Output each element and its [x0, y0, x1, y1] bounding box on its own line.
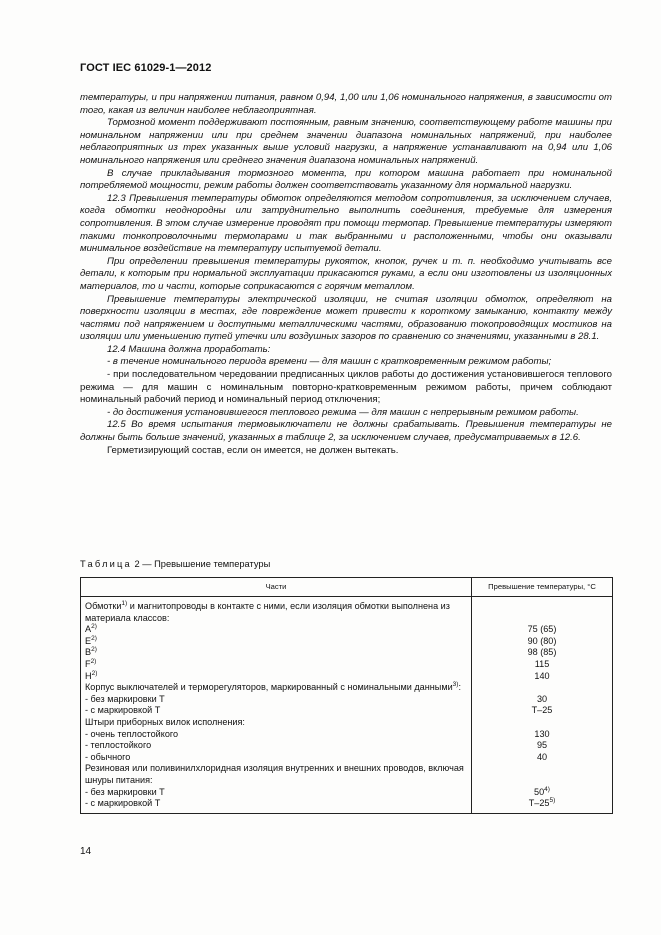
- table-cell-part: Резиновая или поливинилхлоридная изоляция внутренних и внешних проводов, включая шнуры питания:: [81, 763, 472, 786]
- table-row: [81, 671, 613, 683]
- paragraph: - при последовательном чередовании предписанных циклов работы до достижения установившегося теплового режима — для машин с номинальным повторно-кратковременным режимом работы, причем соблюдают номинальный рабочий период и номинальный период отключения;: [80, 369, 612, 406]
- table-caption: [80, 559, 270, 569]
- table-row: [81, 636, 613, 648]
- table-row: [81, 624, 613, 636]
- table-cell-value: 115: [472, 659, 613, 671]
- paragraph: Герметизирующий состав, если он имеется, не должен вытекать.: [107, 444, 399, 456]
- table-row: [81, 659, 613, 671]
- table-caption-title: — Превышение температуры: [142, 559, 271, 569]
- table-cell-part: Штыри приборных вилок исполнения:: [81, 717, 472, 729]
- table-row: [81, 763, 613, 786]
- standard-header: ГОСТ IEC 61029-1—2012: [80, 62, 212, 74]
- table-cell-part: $E^{2)}$: [81, 636, 472, 648]
- table-caption-number: 2: [134, 559, 140, 569]
- table-row: [81, 694, 613, 706]
- table-cell-value: 90 (80): [472, 636, 613, 648]
- paragraph: 12.3 Превышения температуры обмоток определяются методом сопротивления, за исключением случаев, когда обмотки неоднородны или затруднительно выполнить соединения, требуемые для измерения сопротивления. В этом случае измерение проводят при помощи термопар. Превышение температуры измеряют такими тонкопроволочными термопарами и так выбранными и расположенными, чтобы они оказывали минимальное воздействие на температуру испытуемой детали.: [80, 192, 612, 255]
- page-number: 14: [80, 846, 92, 857]
- footnote-marker: 4): [544, 785, 550, 793]
- footnote-marker: 2): [91, 669, 98, 677]
- header-parts: Части: [81, 578, 472, 597]
- table-cell-part: $B^{2)}$: [81, 647, 472, 659]
- footnote-marker: 2): [90, 657, 97, 665]
- table-cell-value: 30: [472, 694, 613, 706]
- table-cell-value: [472, 763, 613, 786]
- paragraph: 12.5 Во время испытания термовыключатели не должны срабатывать. Превышения температуры не должны быть больше значений, указанных в таблице 2, за исключением случаев, предусматриваемых в 12.6.: [80, 419, 612, 444]
- table-cell-part: - без маркировки T: [81, 694, 472, 706]
- table-row: [81, 752, 613, 764]
- paragraph: 12.4 Машина должна проработать:: [107, 343, 271, 355]
- footnote-marker: 2): [91, 623, 97, 631]
- table-cell-value: [472, 717, 613, 729]
- paragraph: При определении превышения температуры рукояток, кнопок, ручек и т. п. необходимо учитывать все детали, к которым при нормальной эксплуатации прикасаются руками, а если они изготовлены из изоляционных материалов, то и части, которые соприкасаются с горячим металлом.: [80, 255, 612, 292]
- paragraph: Превышение температуры электрической изоляции, не считая изоляции обмоток, определяют на поверхности изоляции в местах, где повреждение может привести к короткому замыканию, контакту между частями под напряжением и доступными металлическими частями, образованию токопроводящих мостиков на изоляции или уменьшению путей утечки или воздушных зазоров по сравнению со значениями, указанными в 28.1.: [80, 293, 612, 343]
- table-cell-value: 50$^{4)}$: [472, 787, 613, 799]
- table-cell-value: 95: [472, 740, 613, 752]
- paragraph: - до достижения установившегося теплового режима — для машин с непрерывным режимом работы.: [107, 406, 579, 418]
- paragraph: - в течение номинального периода времени — для машин с кратковременным режимом работы;: [107, 356, 552, 368]
- table-cell-part: $A^{2)}$: [81, 624, 472, 636]
- table-row: [81, 682, 613, 694]
- table-row: [81, 787, 613, 799]
- table-body: [81, 597, 613, 814]
- table-cell-value: 140: [472, 671, 613, 683]
- table-row: [81, 705, 613, 717]
- table-cell-part: $H^{2)}$: [81, 671, 472, 683]
- paragraph: Тормозной момент поддерживают постоянным, равным значению, соответствующему работе машины при номинальном напряжении или при среднем значении диапазона номинальных напряжений, при наиболее неблагоприятных из трех указанных выше условий нагрузки, а напряжение устанавливают на 0,94 или 1,06 номинального напряжения или среднего значения диапазона номинальных напряжений.: [80, 117, 612, 166]
- table-caption-label: Таблица: [80, 559, 132, 569]
- table-cell-part: Корпус выключателей и терморегуляторов, маркированный с номинальными данными$^{3)}$:: [81, 682, 472, 694]
- table-cell-part: - без маркировки T: [81, 787, 472, 799]
- table-header-row: [81, 578, 613, 597]
- paragraph: В случае прикладывания тормозного момента, при котором машина работает при номинальной потребляемой мощности, режим работы должен соответствовать указанному для нормальной нагрузки.: [80, 167, 612, 192]
- paragraph: температуры, и при напряжении питания, равном 0,94, 1,00 или 1,06 номинального напряжения, в зависимости от того, какая из величин наиболее неблагоприятная.: [80, 92, 612, 116]
- footnote-marker: 5): [549, 797, 556, 805]
- footnote-marker: 2): [91, 646, 97, 654]
- table-cell-part: - с маркировкой T: [81, 798, 472, 813]
- table-cell-part: - обычного: [81, 752, 472, 764]
- table-row: [81, 798, 613, 813]
- temperature-table: [80, 577, 613, 814]
- table-cell-part: $F^{2)}$: [81, 659, 472, 671]
- table-cell-part: - очень теплостойкого: [81, 729, 472, 741]
- table-cell-part: - с маркировкой T: [81, 705, 472, 717]
- table-cell-value: 98 (85): [472, 647, 613, 659]
- table-cell-part: - теплостойкого: [81, 740, 472, 752]
- table-row: [81, 717, 613, 729]
- table-cell-value: 40: [472, 752, 613, 764]
- header-temperature-rise: Превышение температуры, °С: [472, 578, 613, 597]
- table-cell-part: Обмотки$^{1)}$ и магнитопроводы в контакте с ними, если изоляция обмотки выполнена из материала классов:: [81, 597, 472, 625]
- table-cell-value: T–25$^{5)}$: [472, 798, 613, 813]
- table-cell-value: 75 (65): [472, 624, 613, 636]
- footnote-marker: 1): [121, 600, 128, 607]
- table-row: [81, 647, 613, 659]
- table-cell-value: [472, 597, 613, 625]
- table-row: [81, 740, 613, 752]
- table-row: [81, 597, 613, 625]
- table-cell-value: [472, 682, 613, 694]
- footnote-marker: 2): [91, 634, 97, 642]
- table-cell-value: T–25: [472, 705, 613, 717]
- footnote-marker: 3): [452, 681, 459, 689]
- table-row: [81, 729, 613, 741]
- body-text: [80, 92, 612, 457]
- table-cell-value: 130: [472, 729, 613, 741]
